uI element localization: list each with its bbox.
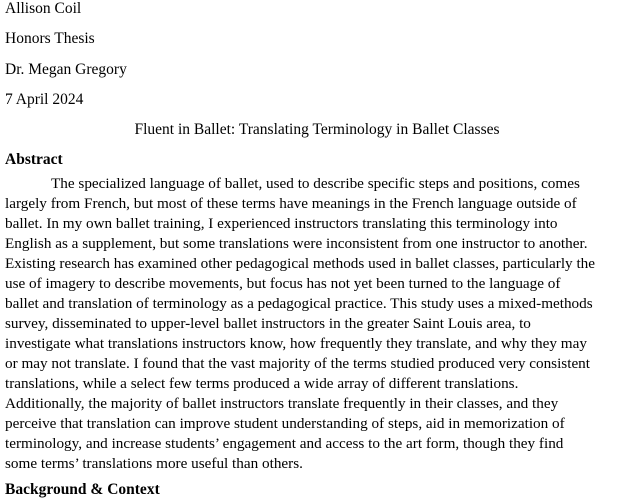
document-title: Fluent in Ballet: Translating Terminology in Ballet Classes [134, 121, 500, 138]
abstract-line: ballet. In my own ballet training, I experienced instructors translating this terminology into [5, 215, 558, 232]
instructor-name: Dr. Megan Gregory [5, 61, 127, 78]
abstract-line: investigate what translations instructors know, how frequently they translate, and why they may [5, 335, 587, 352]
author-name: Allison Coil [5, 0, 82, 17]
abstract-line: or may not translate. I found that the vast majority of the terms studied produced very consistent [5, 355, 590, 372]
abstract-line: terminology, and increase students’ engagement and access to the art form, though they find [5, 435, 564, 452]
abstract-line: English as a supplement, but some translations were inconsistent from one instructor to another. [5, 235, 588, 252]
abstract-line: ballet and translation of terminology as a pedagogical practice. This study uses a mixed-methods [5, 295, 593, 312]
abstract-line: some terms’ translations more useful than others. [5, 455, 303, 472]
abstract-line: The specialized language of ballet, used to describe specific steps and positions, comes [51, 175, 580, 192]
document-date: 7 April 2024 [5, 91, 84, 108]
abstract-heading: Abstract [5, 151, 63, 168]
abstract-line: use of imagery to describe movements, but focus has not yet been turned to the language of [5, 275, 561, 292]
abstract-line: Additionally, the majority of ballet instructors translate frequently in their classes, and they [5, 395, 559, 412]
abstract-line: translations, while a select few terms produced a wide array of different translations. [5, 375, 519, 392]
background-heading: Background & Context [5, 481, 160, 498]
abstract-line: largely from French, but most of these terms have meanings in the French language outside of [5, 195, 577, 212]
abstract-line: perceive that translation can improve student understanding of steps, aid in memorization of [5, 415, 565, 432]
abstract-line: survey, disseminated to upper-level ballet instructors in the greater Saint Louis area, to [5, 315, 531, 332]
abstract-paragraph [5, 174, 629, 474]
abstract-line: Existing research has examined other pedagogical methods used in ballet classes, particularly the [5, 255, 596, 272]
course-name: Honors Thesis [5, 30, 95, 47]
